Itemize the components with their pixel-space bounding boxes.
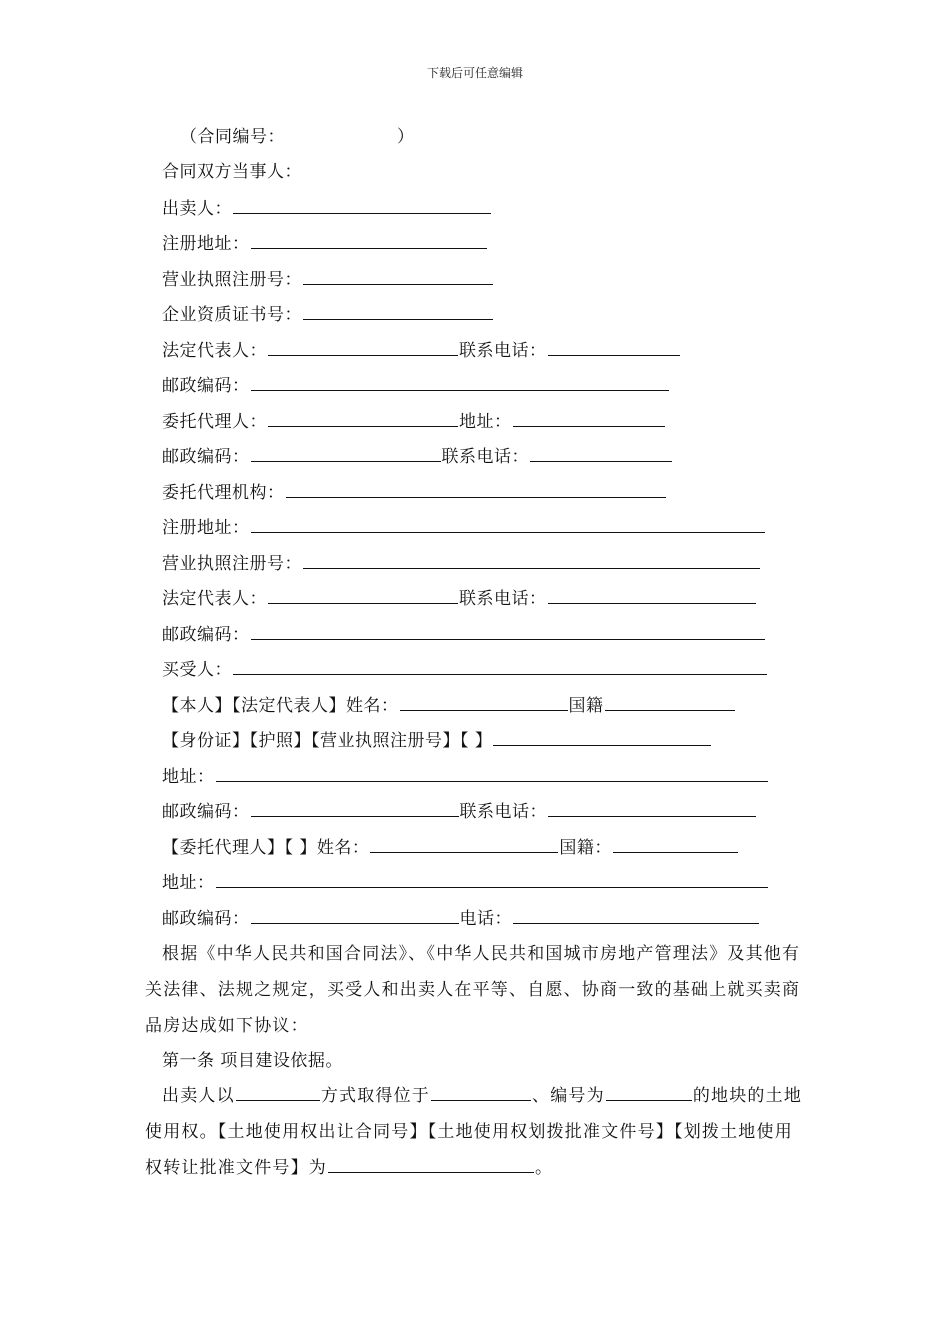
seller-agent-address-label: 地址： xyxy=(459,412,512,432)
agency-license-field[interactable] xyxy=(303,552,760,569)
buyer-name-field[interactable] xyxy=(233,658,767,675)
contract-number-close: ） xyxy=(397,127,415,147)
agency-license-line xyxy=(162,552,761,575)
seller-phone-label: 联系电话： xyxy=(459,341,547,361)
contract-number-line xyxy=(180,126,415,148)
agency-phone-field[interactable] xyxy=(548,587,756,604)
article1-text-1: 出卖人以 xyxy=(162,1086,235,1106)
seller-name-field[interactable] xyxy=(233,197,491,214)
agency-legal-rep-field[interactable] xyxy=(268,587,458,604)
buyer-agent-postcode-field[interactable] xyxy=(251,907,459,924)
seller-legal-rep-label: 法定代表人： xyxy=(162,341,267,361)
seller-qualification-line xyxy=(162,303,494,326)
buyer-phone-label: 联系电话： xyxy=(459,802,547,822)
parties-title: 合同双方当事人： xyxy=(162,162,302,182)
buyer-agent-line xyxy=(162,836,739,859)
buyer-agent-address-label: 地址： xyxy=(162,873,215,893)
article1-text-3: 、编号为 xyxy=(532,1086,605,1106)
article1-text-2: 方式取得位于 xyxy=(320,1086,431,1106)
seller-phone2-field[interactable] xyxy=(530,445,672,462)
buyer-agent-phone-field[interactable] xyxy=(513,907,759,924)
seller-license-label: 营业执照注册号： xyxy=(162,270,302,290)
seller-agent-address-field[interactable] xyxy=(513,410,665,427)
buyer-postcode-line xyxy=(162,800,757,823)
contract-number-label: （合同编号： xyxy=(180,127,285,147)
buyer-line xyxy=(162,658,768,681)
seller-postcode2-field[interactable] xyxy=(251,445,441,462)
article1-title: 第一条 项目建设依据。 xyxy=(162,1051,343,1071)
buyer-agent-label: 【委托代理人】【 】姓名： xyxy=(162,838,370,858)
preamble-paragraph: 根据《中华人民共和国合同法》、《中华人民共和国城市房地产管理法》及其他有关法律、法规之规定，买受人和出卖人在平等、自愿、协商一致的基础上就买卖商品房达成如下协议： xyxy=(145,944,801,1036)
agency-phone-label: 联系电话： xyxy=(459,589,547,609)
agency-legal-rep-line xyxy=(162,587,757,610)
seller-agent-field[interactable] xyxy=(268,410,458,427)
agency-reg-address-label: 注册地址： xyxy=(162,518,250,538)
seller-agency-label: 委托代理机构： xyxy=(162,483,285,503)
page-header: 下载后可任意编辑 xyxy=(426,66,523,80)
agency-license-label: 营业执照注册号： xyxy=(162,554,302,574)
seller-license-line xyxy=(162,268,494,291)
seller-label: 出卖人： xyxy=(162,199,232,219)
seller-postcode-field[interactable] xyxy=(251,374,669,391)
seller-qualification-field[interactable] xyxy=(303,303,493,320)
buyer-agent-phone-label: 电话： xyxy=(459,909,512,929)
agency-reg-address-field[interactable] xyxy=(251,516,765,533)
seller-phone2-label: 联系电话： xyxy=(441,447,529,467)
agency-postcode-line xyxy=(162,623,766,646)
seller-reg-address-line xyxy=(162,232,488,255)
article1-text-4: 的地块的土地使用权。【土地使用权出让合同号】【土地使用权划拨批准文件号】【划拨土地使用权转让批准文件号】为 xyxy=(145,1086,803,1178)
article1-document-number-field[interactable] xyxy=(328,1156,534,1173)
article1-paragraph xyxy=(145,1078,810,1186)
seller-postcode-line xyxy=(162,374,670,397)
buyer-address-field[interactable] xyxy=(216,765,768,782)
buyer-agent-address-field[interactable] xyxy=(216,871,768,888)
agency-reg-address-line xyxy=(162,516,766,539)
buyer-agent-postcode-label: 邮政编码： xyxy=(162,909,250,929)
article1-text-5: 。 xyxy=(535,1158,554,1178)
agency-postcode-field[interactable] xyxy=(251,623,765,640)
seller-qualification-label: 企业资质证书号： xyxy=(162,305,302,325)
article1-plot-number-field[interactable] xyxy=(606,1084,692,1101)
seller-legal-rep-field[interactable] xyxy=(268,339,458,356)
buyer-agent-nationality-field[interactable] xyxy=(613,836,738,853)
seller-reg-address-label: 注册地址： xyxy=(162,234,250,254)
article1-location-field[interactable] xyxy=(431,1084,531,1101)
seller-reg-address-field[interactable] xyxy=(251,232,487,249)
buyer-postcode-field[interactable] xyxy=(251,800,459,817)
buyer-postcode-label: 邮政编码： xyxy=(162,802,250,822)
seller-agency-field[interactable] xyxy=(286,481,666,498)
seller-postcode2-label: 邮政编码： xyxy=(162,447,250,467)
buyer-phone-field[interactable] xyxy=(548,800,756,817)
buyer-agent-nationality-label: 国籍： xyxy=(559,838,612,858)
buyer-agent-name-field[interactable] xyxy=(370,836,558,853)
agency-postcode-label: 邮政编码： xyxy=(162,625,250,645)
buyer-id-field[interactable] xyxy=(493,729,711,746)
buyer-agent-postcode-line xyxy=(162,907,760,930)
buyer-agent-address-line xyxy=(162,871,769,894)
seller-postcode2-line xyxy=(162,445,673,468)
buyer-person-name-field[interactable] xyxy=(400,694,568,711)
buyer-label: 买受人： xyxy=(162,660,232,680)
seller-agent-label: 委托代理人： xyxy=(162,412,267,432)
seller-agency-line xyxy=(162,481,667,504)
buyer-id-label: 【身份证】【护照】【营业执照注册号】【 】 xyxy=(162,731,493,751)
buyer-nationality-field[interactable] xyxy=(605,694,735,711)
buyer-id-line xyxy=(162,729,712,752)
seller-legal-rep-line xyxy=(162,339,681,362)
buyer-person-line xyxy=(162,694,736,717)
buyer-address-label: 地址： xyxy=(162,767,215,787)
seller-license-field[interactable] xyxy=(303,268,493,285)
seller-agent-line xyxy=(162,410,666,433)
seller-phone-field[interactable] xyxy=(548,339,680,356)
buyer-person-label: 【本人】【法定代表人】姓名： xyxy=(162,696,399,716)
agency-legal-rep-label: 法定代表人： xyxy=(162,589,267,609)
seller-line xyxy=(162,197,492,220)
buyer-nationality-label: 国籍 xyxy=(568,696,604,716)
buyer-address-line xyxy=(162,765,769,788)
seller-postcode-label: 邮政编码： xyxy=(162,376,250,396)
article1-method-field[interactable] xyxy=(236,1084,320,1101)
